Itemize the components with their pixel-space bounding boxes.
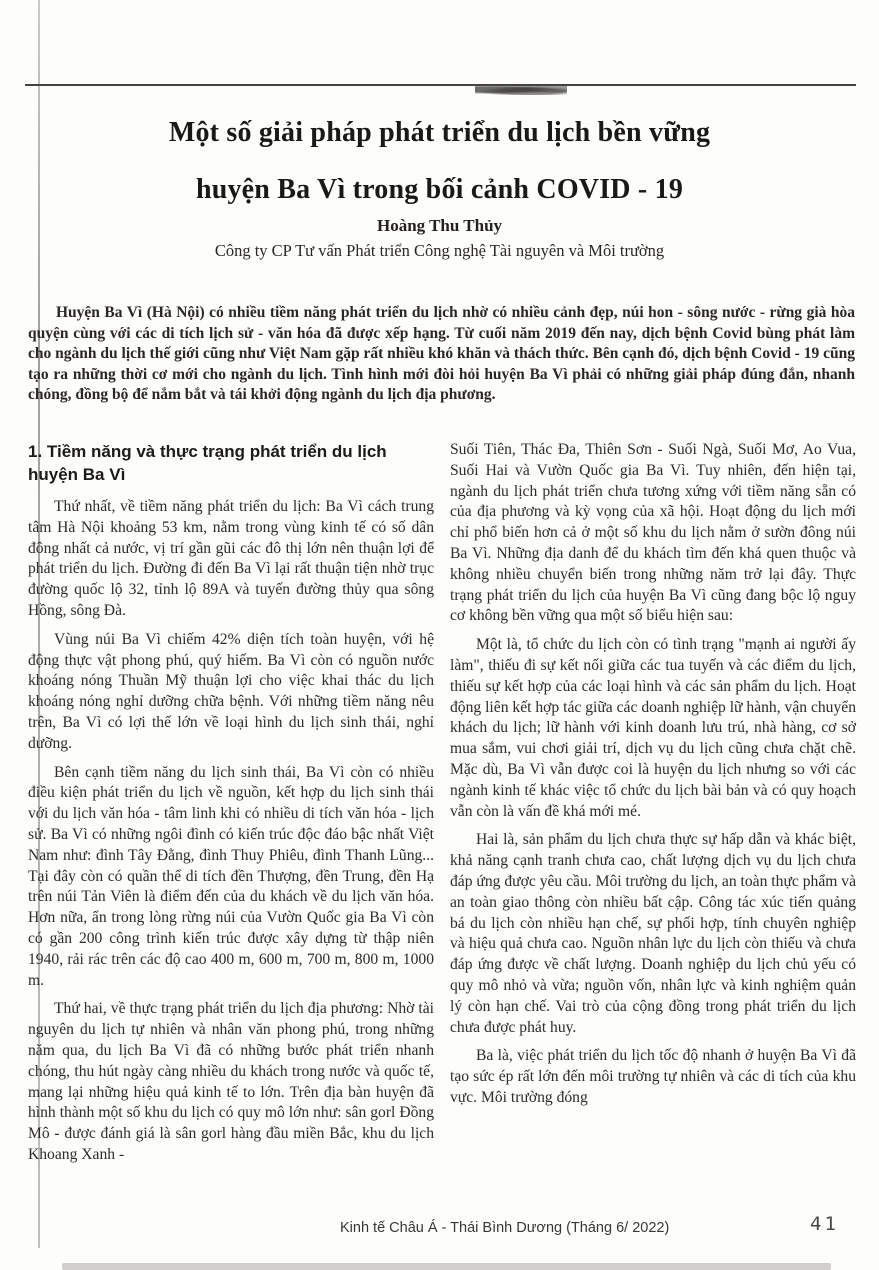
body-paragraph-continuation: Suối Tiên, Thác Đa, Thiên Sơn - Suối Ngà, Suối Mơ, Ao Vua, Suối Hai và Vườn Quốc gia Ba Vì. Tuy nhiên, đến hiện tại, ngành du lịch phát triển chưa tương xứng với tiềm năng sẵn có của địa phương và kỳ vọng của xã hội. Hoạt động du lịch mới chỉ phổ biến hơn cả ở một số khu du lịch nằm ở sườn đông núi Ba Vì. Những địa danh để du khách tìm đến khá quen thuộc và không nhiều chuyển biến trong những năm trở lại đây. Thực trạng phát triển du lịch của huyện Ba Vì cũng đang bộc lộ nguy cơ không bền vững qua một số biểu hiện sau: (450, 441, 856, 625)
abstract-paragraph: Huyện Ba Vì (Hà Nội) có nhiều tiềm năng phát triển du lịch nhờ có nhiều cảnh đẹp, núi hon - sông nước - rừng già hòa quyện cùng với các di tích lịch sử - văn hóa đã được xếp hạng. Từ cuối năm 2019 đến nay, dịch bệnh Covid bùng phát làm cho ngành du lịch thế giới cũng như Việt Nam gặp rất nhiều khó khăn và thách thức. Bên cạnh đó, dịch bệnh Covid - 19 cũng tạo ra những thời cơ mới cho ngành du lịch. Tình hình mới đòi hỏi huyện Ba Vì phải có những giải pháp đúng đắn, nhanh chóng, đồng bộ để nắm bắt và tái khởi động ngành du lịch địa phương. (28, 304, 855, 404)
scan-smudge (475, 86, 567, 95)
body-paragraph: Ba là, việc phát triển du lịch tốc độ nhanh ở huyện Ba Vì đã tạo sức ép rất lớn đến môi trường tự nhiên và các di tích của khu vực. Môi trường đóng (450, 1047, 856, 1106)
two-column-body (28, 440, 856, 1174)
article-title-line-1: Một số giải pháp phát triển du lịch bền vững (168, 117, 711, 148)
body-paragraph: Bên cạnh tiềm năng du lịch sinh thái, Ba Vì còn có nhiều điều kiện phát triển du lịch về nguồn, kết hợp du lịch sinh thái với du lịch văn hóa - tâm linh khi có nhiều di tích văn hóa - lịch sử. Ba Vì có những ngôi đình có kiến trúc độc đáo bậc nhất Việt Nam như: đình Tây Đằng, đình Thuy Phiêu, đình Thanh Lũng... Tại đây còn có quần thể di tích đền Thượng, đền Trung, đền Hạ trên núi Tản Viên là điểm đến của du khách về du lịch văn hóa. Hơn nữa, ẩn trong lòng rừng núi của Vườn Quốc gia Ba Vì còn có gần 200 công trình kiến trúc được xây dựng từ thập niên 1940, rải rác trên các độ cao 400 m, 600 m, 700 m, 800 m, 1000 m. (28, 763, 434, 989)
article-title (30, 104, 849, 218)
author-affiliation: Công ty CP Tư vấn Phát triển Công nghệ Tài nguyên và Môi trường (214, 241, 665, 260)
footer-page-number: 41 (810, 1213, 839, 1235)
body-paragraph: Hai là, sản phẩm du lịch chưa thực sự hấp dẫn và khác biệt, khả năng cạnh tranh chưa cao, chất lượng dịch vụ du lịch chưa đáp ứng được yêu cầu. Môi trường du lịch, an toàn thực phẩm và an toàn giao thông còn nhiều bất cập. Công tác xúc tiến quảng bá du lịch còn nhiều hạn chế, sự phối hợp, tính chuyên nghiệp và hiệu quả chưa cao. Nguồn nhân lực du lịch còn thiếu và chưa đáp ứng được về chất lượng. Doanh nghiệp du lịch chủ yếu có quy mô nhỏ và vừa; nguồn vốn, nhân lực và kinh nghiệm quản lý còn hạn chế. Vai trò của cộng đồng trong phát triển du lịch chưa được phát huy. (450, 831, 856, 1036)
left-column (28, 440, 434, 1174)
body-paragraph: Vùng núi Ba Vì chiếm 42% diện tích toàn huyện, với hệ động thực vật phong phú, quý hiếm. Ba Vì còn có nguồn nước khoáng nóng Thuần Mỹ thuận lợi cho việc khai thác du lịch khoáng nóng nghỉ dưỡng chữa bệnh. Với những tiềm năng nêu trên, Ba Vì có lợi thế lớn về loại hình du lịch sinh thái, nghỉ dưỡng. (28, 630, 434, 752)
scan-artifact-bottom-bar (62, 1263, 831, 1270)
footer-journal-name: Kinh tế Châu Á - Thái Bình Dương (Tháng 6/ 2022) (340, 1220, 670, 1236)
author-name: Hoàng Thu Thủy (376, 216, 503, 235)
article-title-line-2: huyện Ba Vì trong bối cảnh COVID - 19 (195, 174, 684, 205)
section-1-heading: 1. Tiềm năng và thực trạng phát triển du lịch huyện Ba Vì (28, 442, 387, 484)
header-divider-rule (25, 84, 856, 86)
body-paragraph: Thứ nhất, về tiềm năng phát triển du lịch: Ba Vì cách trung tâm Hà Nội khoảng 53 km, nằm trong vùng kinh tế có số dân đông nhất cả nước, vị trí gần gũi các đô thị lớn nên thuận lợi để phát triển du lịch. Đường đi đến Ba Vì lại rất thuận tiện nhờ trục đường quốc lộ 32, tỉnh lộ 89A và tuyến đường thủy qua sông Hồng, sông Đà. (28, 498, 434, 619)
body-paragraph: Thứ hai, về thực trạng phát triển du lịch địa phương: Nhờ tài nguyên du lịch tự nhiên và nhân văn phong phú, trong những năm qua, du lịch Ba Vì đã có những bước phát triển nhanh chóng, thu hút ngày càng nhiều du khách trong nước và quốc tế, mang lại những hiệu quả kinh tế to lớn. Trên địa bàn huyện đã hình thành một số khu du lịch có quy mô lớn như: sân gorl Đồng Mô - được đánh giá là sân gorl hàng đầu miền Bắc, khu du lịch Khoang Xanh - (28, 1000, 434, 1163)
body-paragraph: Một là, tổ chức du lịch còn có tình trạng "mạnh ai người ấy làm", thiếu đi sự kết nối giữa các tua tuyến và các điểm du lịch, thiếu sự kết hợp của các loại hình và các sản phẩm du lịch. Hoạt động liên kết hợp tác giữa các doanh nghiệp lữ hành, vận chuyển khách du lịch; lữ hành với kinh doanh lưu trú, nhà hàng, cơ sở mua sắm, vui chơi giải trí, dịch vụ du lịch cũng chưa chặt chẽ. Mặc dù, Ba Vì vẫn được coi là huyện du lịch nhưng so với các ngành kinh tế khác việc tổ chức du lịch bài bản và có quy hoạch vẫn còn là vấn đề khá mới mé. (450, 636, 856, 820)
right-column (450, 440, 856, 1174)
